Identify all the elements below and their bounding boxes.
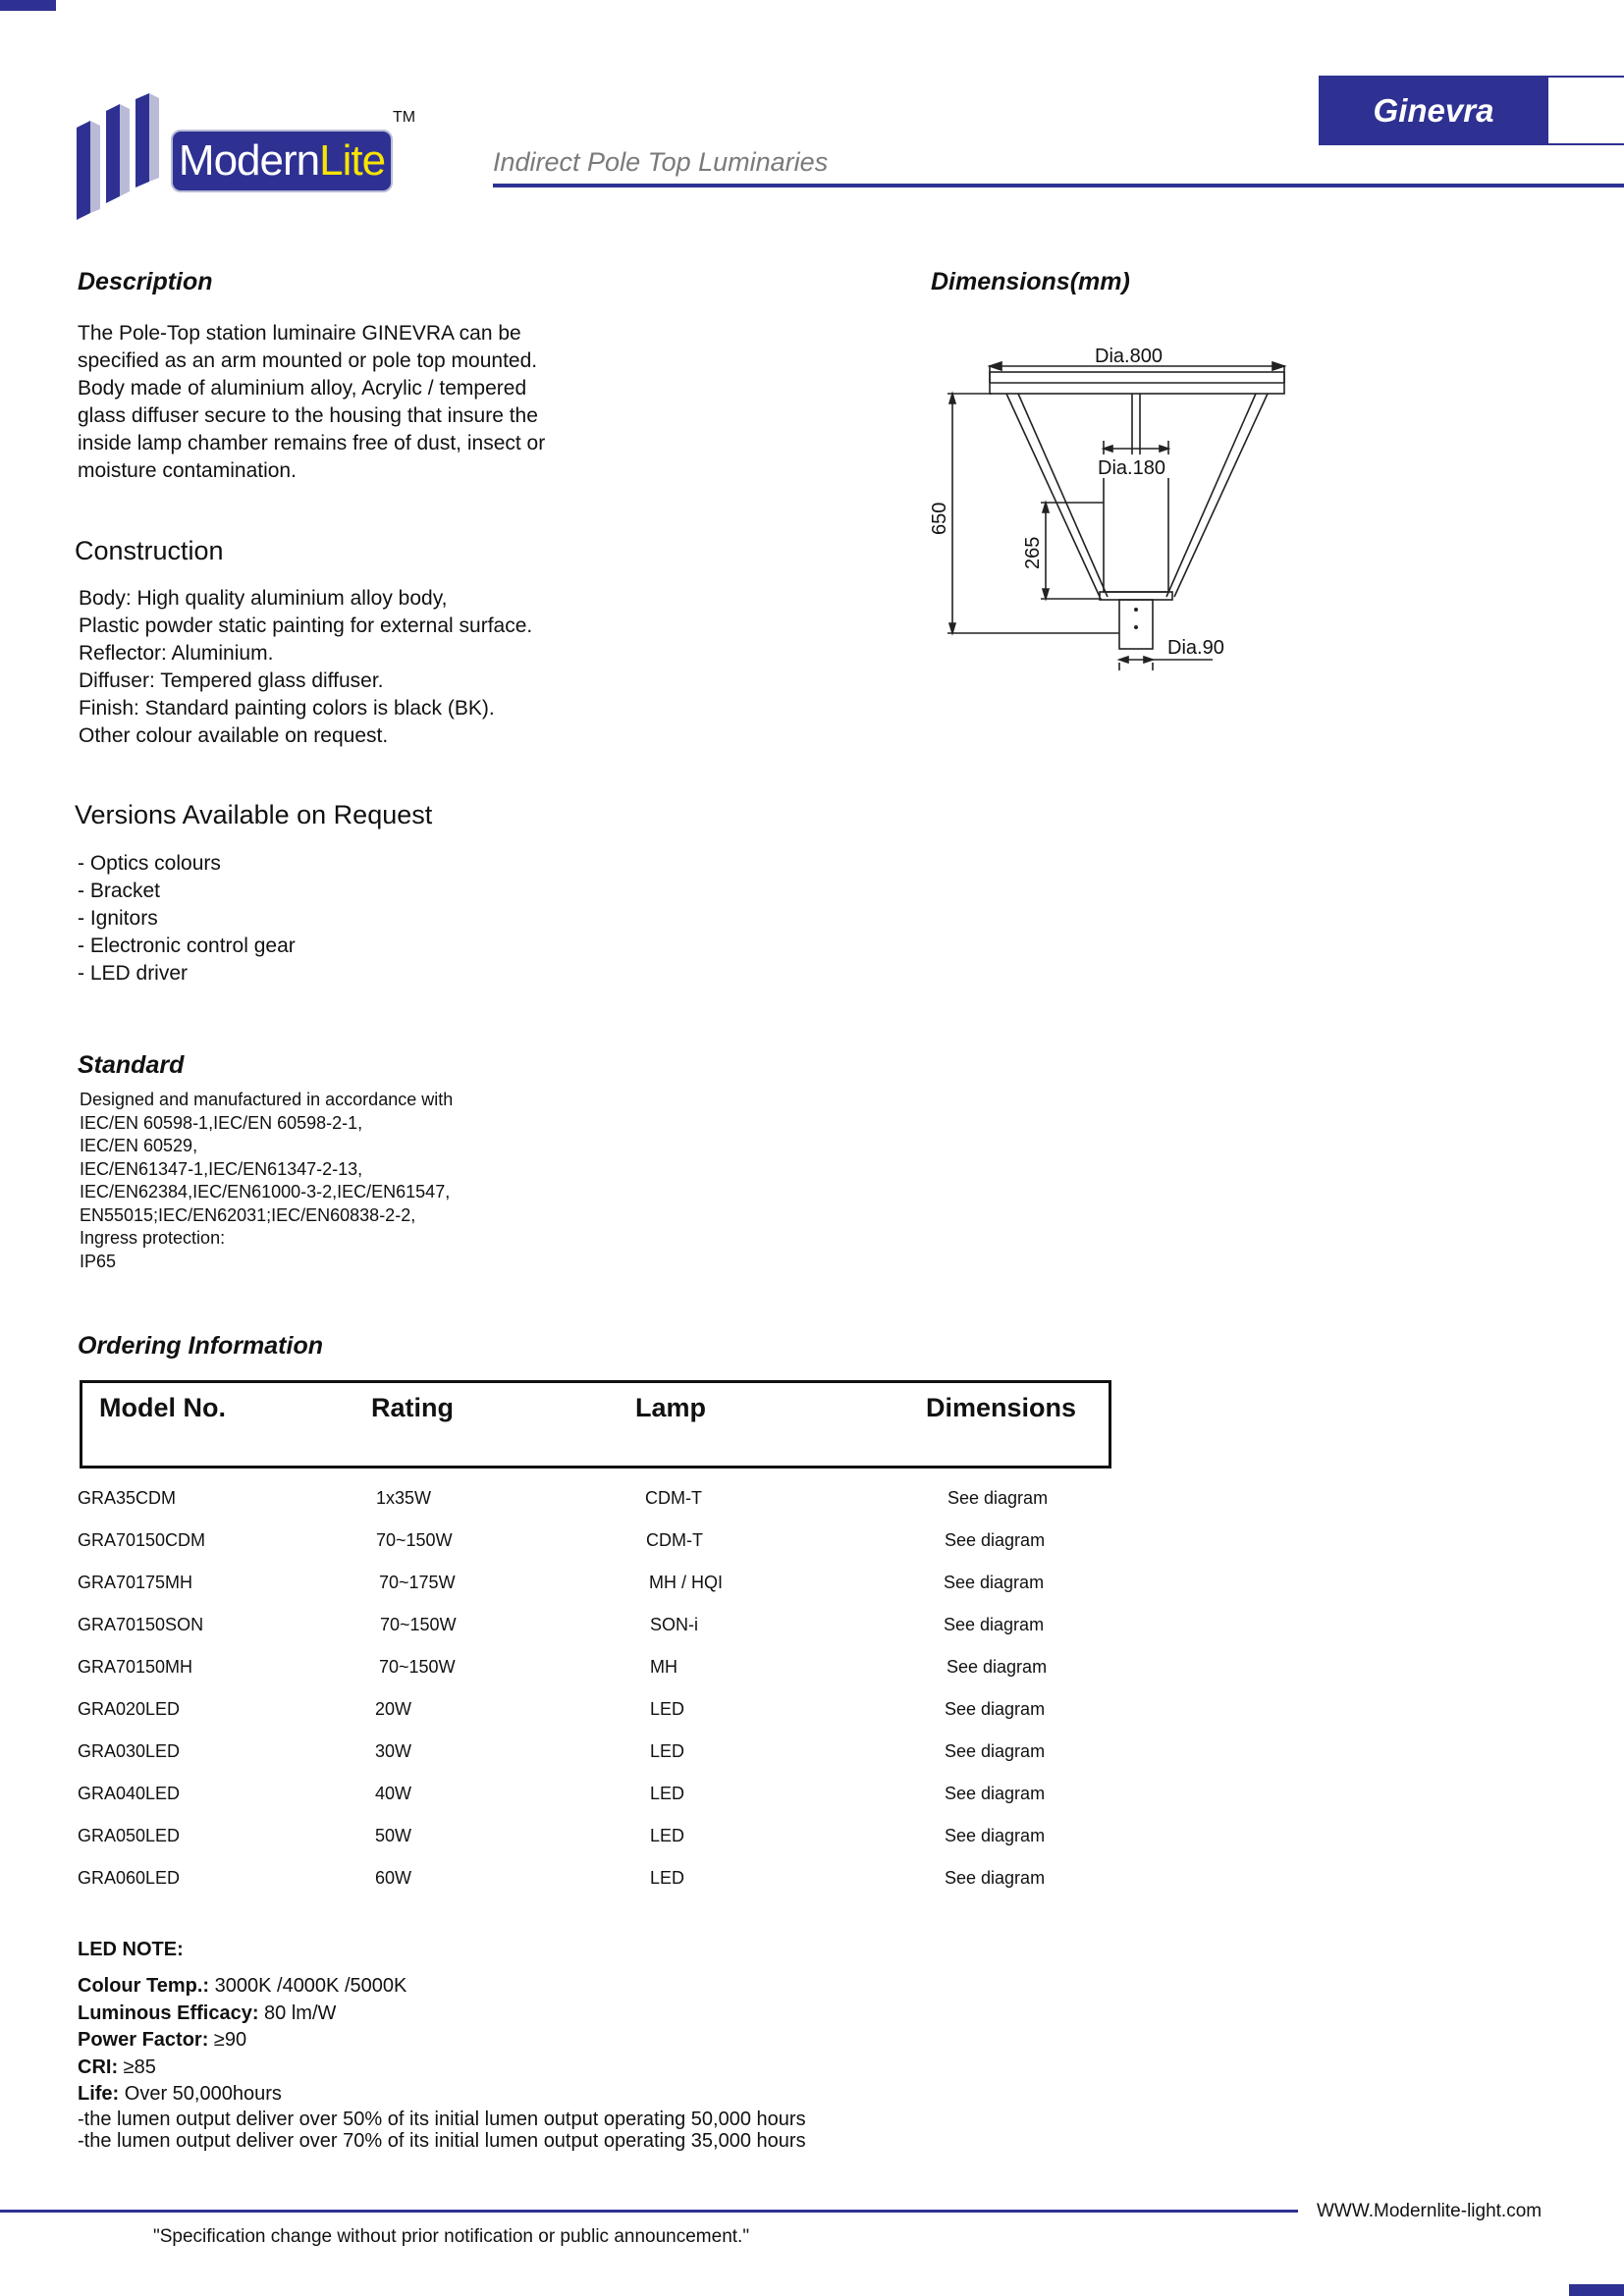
rating-cell: 70~175W <box>379 1573 456 1592</box>
construction-text <box>79 585 532 750</box>
spec-label: Luminous Efficacy: <box>78 2002 259 2024</box>
version-item: - Bracket <box>78 880 161 902</box>
table-row <box>0 1784 1178 1813</box>
standard-text <box>80 1089 453 1273</box>
versions-list <box>78 850 296 988</box>
rating-cell: 1x35W <box>376 1488 432 1508</box>
description-text <box>78 320 545 485</box>
chamber-height-label: 265 <box>1022 536 1044 569</box>
description-line: Body made of aluminium alloy, Acrylic / tempered <box>78 377 527 400</box>
lamp-cell: SON-i <box>650 1615 698 1634</box>
ordering-table-header <box>80 1380 1111 1468</box>
model-cell: GRA060LED <box>78 1868 181 1888</box>
lamp-cell: MH <box>650 1657 677 1677</box>
standard-line: IP65 <box>80 1251 117 1271</box>
spec-value: ≥85 <box>118 2056 156 2078</box>
standard-line: EN55015;IEC/EN62031;IEC/EN60838-2-2, <box>80 1204 416 1225</box>
table-row <box>0 1868 1178 1897</box>
title-tab-outline <box>1548 76 1624 145</box>
footer-disclaimer: "Specification change without prior notification or public announcement." <box>153 2226 750 2247</box>
table-row <box>0 1573 1178 1602</box>
dimensions-cell: See diagram <box>945 1826 1046 1845</box>
standard-heading: Standard <box>78 1051 185 1079</box>
rating-cell: 20W <box>375 1699 412 1719</box>
column-header-model: Model No. <box>99 1393 226 1422</box>
ordering-heading: Ordering Information <box>78 1332 323 1360</box>
rating-cell: 30W <box>375 1741 412 1761</box>
dimensions-cell: See diagram <box>947 1657 1048 1677</box>
lamp-cell: MH / HQI <box>649 1573 723 1592</box>
corner-accent-top <box>0 0 56 11</box>
construction-line: Diffuser: Tempered glass diffuser. <box>79 669 384 692</box>
column-header-lamp: Lamp <box>635 1393 707 1422</box>
product-category: Indirect Pole Top Luminaries <box>493 147 829 177</box>
spec-value: 3000K /4000K /5000K <box>209 1975 407 1997</box>
rating-cell: 60W <box>375 1868 412 1888</box>
corner-accent-bottom <box>1569 2284 1624 2296</box>
dimensions-cell: See diagram <box>945 1530 1046 1550</box>
dimensions-cell: See diagram <box>945 1868 1046 1888</box>
spec-efficacy <box>78 2001 806 2028</box>
brand-suffix: Lite <box>319 136 386 185</box>
column-header-rating: Rating <box>371 1393 454 1422</box>
rating-cell: 70~150W <box>376 1530 453 1550</box>
dimensions-cell: See diagram <box>944 1615 1045 1634</box>
standard-line: IEC/EN61347-1,IEC/EN61347-2-13, <box>80 1158 363 1179</box>
footer-divider <box>0 2210 1298 2213</box>
rating-cell: 70~150W <box>379 1657 456 1677</box>
version-item: - Electronic control gear <box>78 934 296 957</box>
construction-heading: Construction <box>75 536 224 565</box>
lumen-note: -the lumen output deliver over 50% of its initial lumen output operating 50,000 hours <box>78 2108 806 2130</box>
standard-line: IEC/EN62384,IEC/EN61000-3-2,IEC/EN61547, <box>80 1182 451 1201</box>
spec-value: Over 50,000hours <box>119 2083 282 2105</box>
description-line: The Pole-Top station luminaire GINEVRA can be <box>78 322 521 345</box>
lumen-note: -the lumen output deliver over 70% of its initial lumen output operating 35,000 hours <box>78 2129 806 2152</box>
construction-line: Body: High quality aluminium alloy body, <box>79 587 448 610</box>
spec-value: 80 lm/W <box>258 2002 337 2024</box>
version-item: - LED driver <box>78 962 189 985</box>
version-item: - Ignitors <box>78 907 158 930</box>
lamp-cell: LED <box>650 1741 685 1761</box>
table-row <box>0 1657 1178 1686</box>
brand-wordmark <box>171 130 393 192</box>
description-heading: Description <box>78 268 213 295</box>
construction-line: Plastic powder static painting for external surface. <box>79 614 533 637</box>
header-divider <box>493 184 1624 187</box>
versions-heading: Versions Available on Request <box>75 800 433 829</box>
product-title: Ginevra <box>1319 76 1548 145</box>
table-row <box>0 1530 1178 1560</box>
logo-mark-icon <box>77 93 175 221</box>
lamp-cell: CDM-T <box>645 1488 702 1508</box>
lamp-cell: LED <box>650 1826 685 1845</box>
dimensions-cell: See diagram <box>945 1741 1046 1761</box>
rating-cell: 70~150W <box>380 1615 457 1634</box>
height-label: 650 <box>929 502 950 535</box>
model-cell: GRA030LED <box>78 1741 181 1761</box>
trademark-mark: TM <box>393 109 416 126</box>
table-row <box>0 1488 1178 1518</box>
standard-line: Ingress protection: <box>80 1228 226 1248</box>
spec-label: Colour Temp.: <box>78 1975 210 1997</box>
dimension-drawing <box>923 339 1296 672</box>
spec-colour-temp <box>78 1973 806 2001</box>
spec-label: Life: <box>78 2083 120 2105</box>
column-header-dimensions: Dimensions <box>926 1393 1077 1422</box>
construction-line: Reflector: Aluminium. <box>79 642 274 665</box>
brand-prefix: Modern <box>178 136 320 185</box>
model-cell: GRA70150SON <box>78 1615 204 1634</box>
model-cell: GRA70150MH <box>78 1657 193 1677</box>
led-note <box>78 1939 806 2152</box>
lamp-cell: LED <box>650 1868 685 1888</box>
spec-power-factor <box>78 2027 806 2055</box>
dimensions-heading: Dimensions(mm) <box>931 268 1130 295</box>
dimensions-cell: See diagram <box>945 1784 1046 1803</box>
lamp-cell: CDM-T <box>646 1530 703 1550</box>
standard-line: Designed and manufactured in accordance with <box>80 1090 454 1109</box>
model-cell: GRA70150CDM <box>78 1530 206 1550</box>
construction-line: Other colour available on request. <box>79 724 389 747</box>
spec-value: ≥90 <box>208 2029 247 2051</box>
table-row <box>0 1741 1178 1771</box>
dimensions-cell: See diagram <box>944 1573 1045 1592</box>
rating-cell: 50W <box>375 1826 412 1845</box>
website-link[interactable]: WWW.Modernlite-light.com <box>1317 2201 1543 2221</box>
spec-life <box>78 2081 806 2109</box>
base-diameter-label: Dia.90 <box>1167 637 1224 659</box>
standard-line: IEC/EN 60598-1,IEC/EN 60598-2-1, <box>80 1112 363 1133</box>
model-cell: GRA70175MH <box>78 1573 193 1592</box>
table-row <box>0 1699 1178 1729</box>
spec-label: Power Factor: <box>78 2029 209 2051</box>
rating-cell: 40W <box>375 1784 412 1803</box>
description-line: moisture contamination. <box>78 459 297 482</box>
spec-cri <box>78 2055 806 2082</box>
inner-diameter-label: Dia.180 <box>1098 457 1165 479</box>
lamp-cell: LED <box>650 1784 685 1803</box>
model-cell: GRA35CDM <box>78 1488 177 1508</box>
dimensions-cell: See diagram <box>947 1488 1049 1508</box>
led-note-title: LED NOTE: <box>78 1939 184 1960</box>
description-line: inside lamp chamber remains free of dust, insect or <box>78 432 546 454</box>
standard-line: IEC/EN 60529, <box>80 1136 198 1155</box>
spec-label: CRI: <box>78 2056 119 2078</box>
description-line: glass diffuser secure to the housing that insure the <box>78 404 538 427</box>
table-row <box>0 1615 1178 1644</box>
version-item: - Optics colours <box>78 852 221 875</box>
model-cell: GRA020LED <box>78 1699 181 1719</box>
description-line: specified as an arm mounted or pole top mounted. <box>78 349 538 372</box>
model-cell: GRA050LED <box>78 1826 181 1845</box>
top-diameter-label: Dia.800 <box>1095 346 1163 367</box>
model-cell: GRA040LED <box>78 1784 181 1803</box>
modernlite-logo <box>77 93 430 221</box>
table-row <box>0 1826 1178 1855</box>
construction-line: Finish: Standard painting colors is black (BK). <box>79 697 495 720</box>
dimensions-cell: See diagram <box>945 1699 1046 1719</box>
lamp-cell: LED <box>650 1699 685 1719</box>
